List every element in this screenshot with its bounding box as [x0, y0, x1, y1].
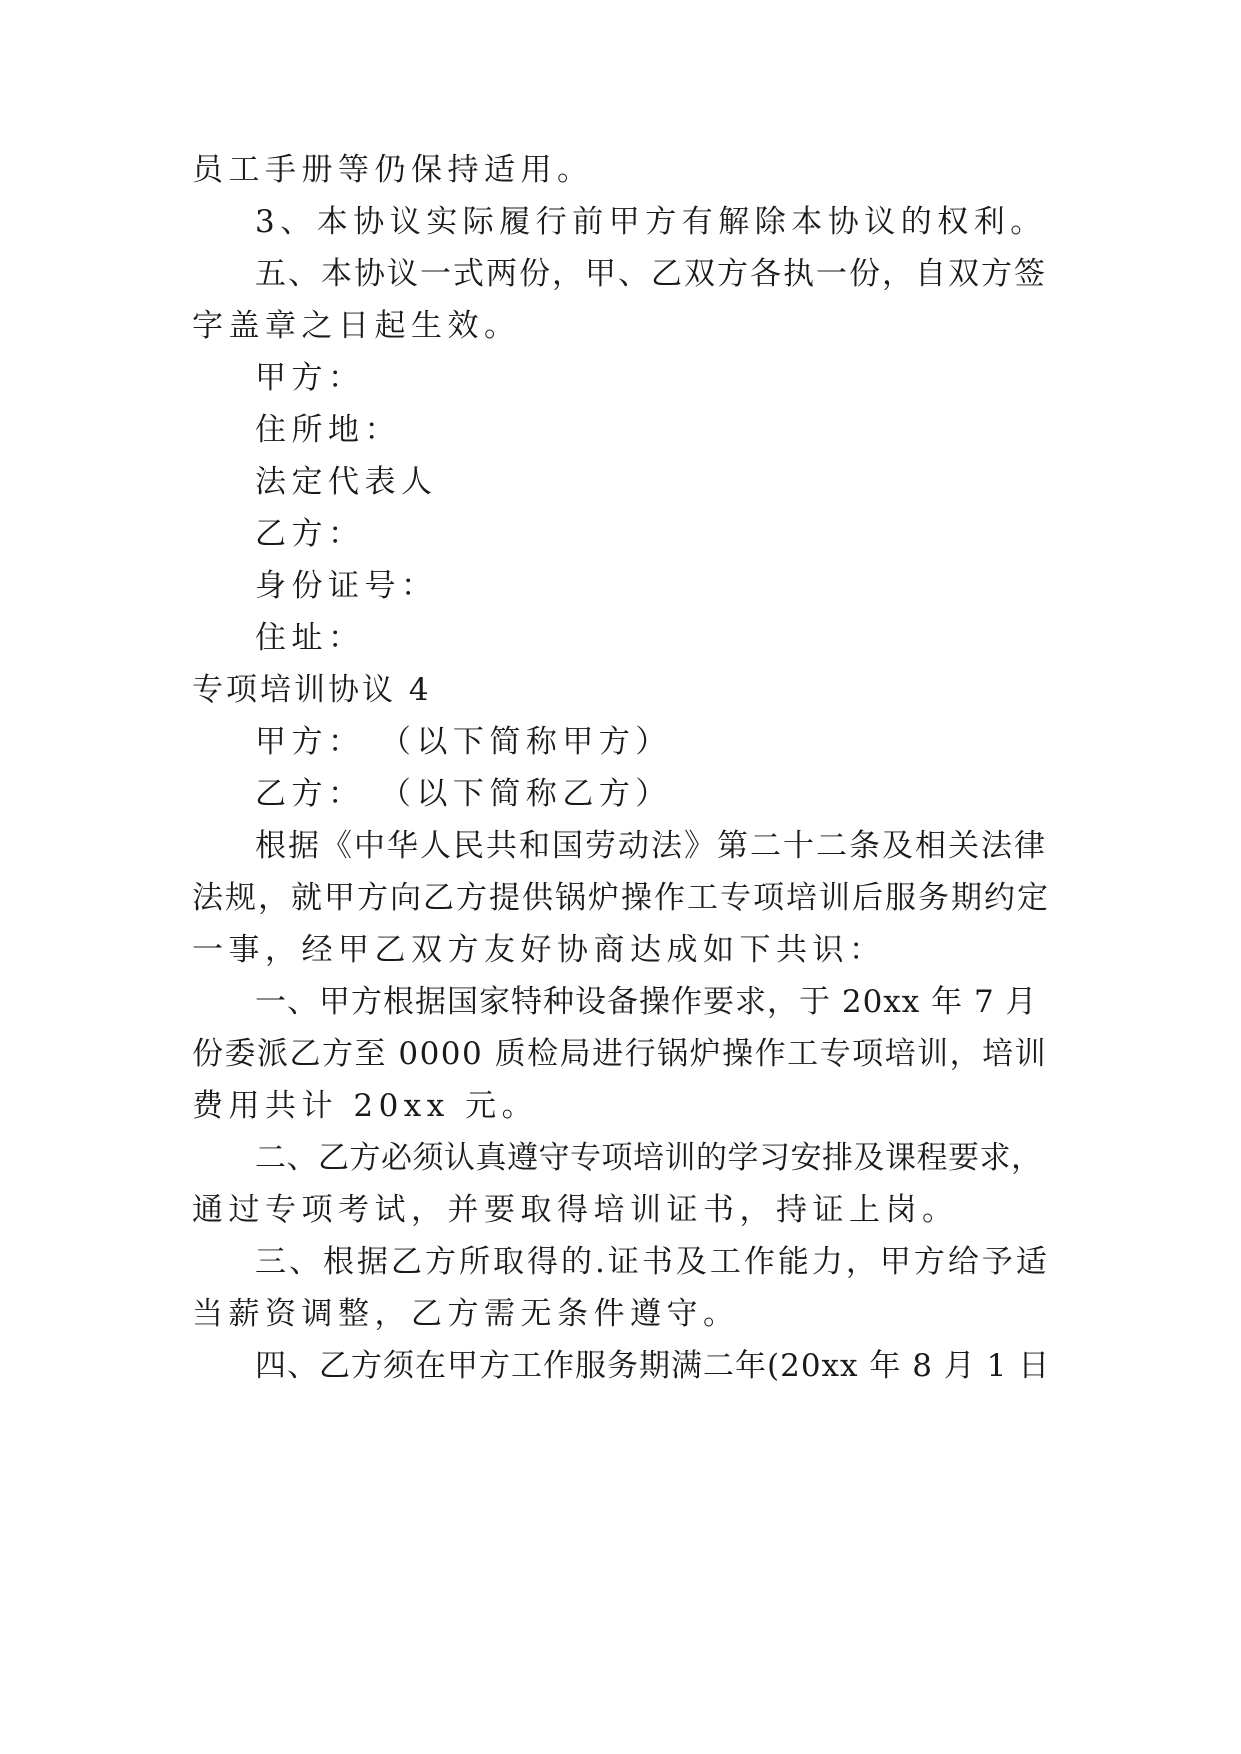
text-line: 份委派乙方至 0000 质检局进行锅炉操作工专项培训，培训	[192, 1036, 1048, 1072]
text-line: 法规，就甲方向乙方提供锅炉操作工专项培训后服务期约定	[192, 880, 1050, 916]
text-line: 根据《中华人民共和国劳动法》第二十二条及相关法律	[255, 828, 1047, 864]
text-line: 字盖章之日起生效。	[192, 308, 521, 344]
residence-label: 住址：	[255, 620, 365, 656]
address-label: 住所地：	[255, 412, 401, 448]
text-line: 乙方： （以下简称乙方）	[255, 776, 672, 812]
text-line: 当薪资调整，乙方需无条件遵守。	[192, 1296, 740, 1332]
id-number-label: 身份证号：	[255, 568, 438, 604]
text-line: 通过专项考试，并要取得培训证书，持证上岗。	[192, 1192, 959, 1228]
text-line: 一、甲方根据国家特种设备操作要求，于 20xx 年 7 月	[255, 984, 1038, 1020]
text-line: 一事，经甲乙双方友好协商达成如下共识：	[192, 932, 886, 968]
text-line: 3、本协议实际履行前甲方有解除本协议的权利。	[255, 204, 1047, 240]
legal-rep-label: 法定代表人	[255, 464, 438, 500]
text-line: 二、乙方必须认真遵守专项培训的学习安排及课程要求，	[255, 1140, 1043, 1176]
text-line: 员工手册等仍保持适用。	[192, 152, 594, 188]
text-line: 五、本协议一式两份，甲、乙双方各执一份，自双方签	[255, 256, 1047, 292]
text-line: 四、乙方须在甲方工作服务期满二年(20xx 年 8 月 1 日	[255, 1348, 1051, 1384]
text-line: 费用共计 20xx 元。	[192, 1088, 539, 1124]
party-b-label: 乙方：	[255, 516, 365, 552]
text-line: 甲方： （以下简称甲方）	[255, 724, 672, 760]
text-line: 三、根据乙方所取得的.证书及工作能力，甲方给予适	[255, 1244, 1050, 1280]
section-title: 专项培训协议 4	[192, 672, 432, 708]
party-a-label: 甲方：	[255, 360, 365, 396]
